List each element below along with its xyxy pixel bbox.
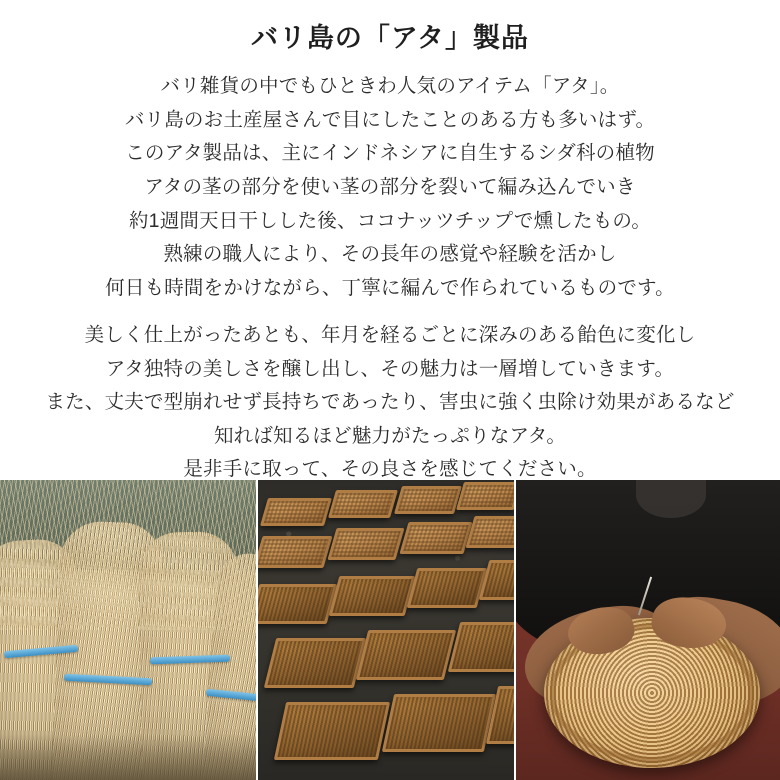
- ata-tray: [258, 584, 337, 624]
- ata-stem-tips: [0, 480, 256, 630]
- ata-tray: [394, 486, 462, 514]
- ata-tray: [329, 576, 416, 616]
- text-line: 是非手に取って、その良さを感じてください。: [183, 458, 597, 481]
- ata-tray: [456, 482, 514, 510]
- ata-tray: [328, 490, 398, 518]
- text-line: このアタ製品は、主にインドネシアに自生するシダ科の植物: [125, 142, 655, 165]
- photo-1-ground: [0, 734, 256, 780]
- ata-tray: [407, 568, 488, 608]
- photo-weaving-craftsman: [516, 480, 780, 780]
- text-line: また、丈夫で型崩れせず長持ちであったり、害虫に強く虫除け効果があるなど: [45, 391, 735, 414]
- text-line: アタ独特の美しさを醸し出し、その魅力は一層増していきます。: [105, 357, 675, 380]
- ata-tray: [260, 498, 332, 526]
- ata-tray: [382, 694, 496, 752]
- paragraph-intro: [20, 70, 760, 305]
- ata-tray: [465, 516, 514, 548]
- ata-tray: [264, 638, 366, 688]
- text-line: 何日も時間をかけながら、丁寧に編んで作られているものです。: [105, 276, 675, 299]
- ata-tray: [274, 702, 390, 760]
- text-line: 約1週間天日干しした後、ココナッツチップで燻したもの。: [128, 209, 652, 232]
- text-line: アタの茎の部分を使い茎の部分を裂いて編み込んでいき: [144, 175, 636, 198]
- text-line: 知れば知るほど魅力がたっぷりなアタ。: [213, 424, 567, 447]
- ata-tray: [327, 528, 404, 560]
- text-line: 美しく仕上がったあとも、年月を経るごとに深みのある飴色に変化し: [84, 324, 696, 347]
- text-line: 熟練の職人により、その長年の感覚や経験を活かし: [163, 243, 617, 266]
- text-line: バリ島のお土産屋さんで目にしたことのある方も多いはず。: [124, 108, 656, 131]
- ata-tray: [356, 630, 456, 680]
- photo-strip: [0, 480, 780, 780]
- photo-raw-ata-stems: [0, 480, 256, 780]
- ata-tray: [258, 536, 333, 568]
- ata-tray: [448, 622, 514, 672]
- text-line: バリ雑貨の中でもひときわ人気のアイテム「アタ」。: [160, 75, 620, 98]
- paragraph-appeal: [20, 319, 760, 487]
- ata-tray: [399, 522, 472, 554]
- page-title: バリ島の「アタ」製品: [250, 23, 530, 53]
- photo-drying-trays: [258, 480, 514, 780]
